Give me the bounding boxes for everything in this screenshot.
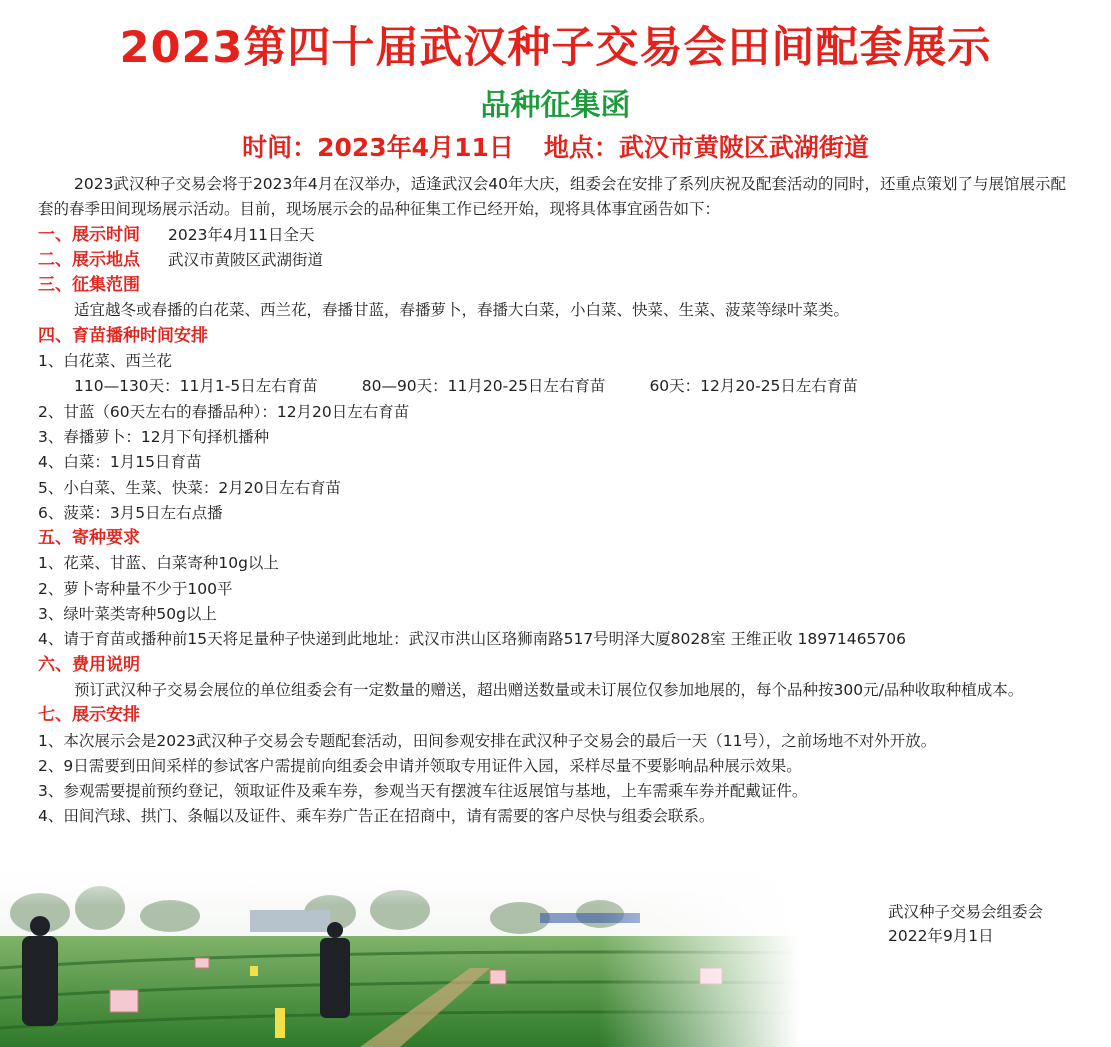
letter-date: 2022年9月1日 [888,927,994,945]
section-heading: 一、展示时间 [38,224,140,245]
schedule-row [38,374,1078,399]
list-item: 1、白花菜、西兰花 [38,352,172,371]
section-heading: 六、费用说明 [38,654,140,675]
schedule-entry: 60天：12月20-25日左右育苗 [649,377,858,396]
section-heading: 三、征集范围 [38,275,140,296]
list-item: 4、请于育苗或播种前15天将足量种子快递到此地址：武汉市洪山区珞狮南路517号明泽大厦8028室 王维正收 18971465706 [38,630,906,649]
list-item: 1、本次展示会是2023武汉种子交易会专题配套活动，田间参观安排在武汉种子交易会的最后一天（11号），之前场地不对外开放。 [38,731,937,750]
section-heading: 五、寄种要求 [38,528,140,549]
event-time: 时间：2023年4月11日 [242,133,514,162]
field-photo-image [0,858,800,1047]
letter-body [38,172,1078,830]
list-item: 2、9日需要到田间采样的参试客户需提前向组委会申请并领取专用证件入园，采样尽量不要影响品种展示效果。 [38,756,802,775]
section-display-place [38,248,1078,273]
signature-block [888,900,1043,948]
section-heading: 四、育苗播种时间安排 [38,325,208,346]
field-photo [0,858,800,1047]
time-place-line [0,128,1111,164]
section-value: 武汉市黄陂区武湖街道 [168,250,324,269]
section-value: 2023年4月11日全天 [168,225,315,244]
schedule-entry: 110—130天：11月1-5日左右育苗 [74,377,318,396]
schedule-entry: 80—90天：11月20-25日左右育苗 [361,377,606,396]
page-title: 2023第四十届武汉种子交易会田间配套展示 [119,23,992,73]
list-item: 3、参观需要提前预约登记，领取证件及乘车券，参观当天有摆渡车往返展馆与基地，上车需乘车券并配戴证件。 [38,782,808,801]
list-item: 2、甘蓝（60天左右的春播品种）：12月20日左右育苗 [38,402,410,421]
list-item: 4、田间汽球、拱门、条幅以及证件、乘车券广告正在招商中，请有需要的客户尽快与组委会联系。 [38,807,715,826]
event-place: 地点：武汉市黄陂区武湖街道 [543,133,869,162]
list-item: 4、白菜：1月15日育苗 [38,453,202,472]
list-item: 3、春播萝卜：12月下旬择机播种 [38,427,270,446]
collection-scope-text: 适宜越冬或春播的白花菜、西兰花，春播甘蓝，春播萝卜，春播大白菜，小白菜、快菜、生菜、菠菜等绿叶菜类。 [74,301,850,320]
section-display-time [38,223,1078,248]
intro-paragraph: 2023武汉种子交易会将于2023年4月在汉举办，适逢武汉会40年大庆，组委会在安排了系列庆祝及配套活动的同时，还重点策划了与展馆展示配套的春季田间现场展示活动。目前，现场展示会的品种征集工作已经开始，现将具体事宜函告如下： [38,175,1066,219]
list-item: 5、小白菜、生菜、快菜：2月20日左右育苗 [38,478,341,497]
list-item: 3、绿叶菜类寄种50g以上 [38,605,217,624]
section-heading: 七、展示安排 [38,705,140,726]
list-item: 1、花菜、甘蓝、白菜寄种10g以上 [38,554,279,573]
page-subtitle: 品种征集函 [480,88,631,123]
fee-text: 预订武汉种子交易会展位的单位组委会有一定数量的赠送，超出赠送数量或未订展位仅参加地展的，每个品种按300元/品种收取种植成本。 [74,680,1024,699]
list-item: 6、菠菜：3月5日左右点播 [38,503,223,522]
section-heading: 二、展示地点 [38,249,140,270]
organizer-name: 武汉种子交易会组委会 [888,903,1044,921]
list-item: 2、萝卜寄种量不少于100平 [38,579,233,598]
